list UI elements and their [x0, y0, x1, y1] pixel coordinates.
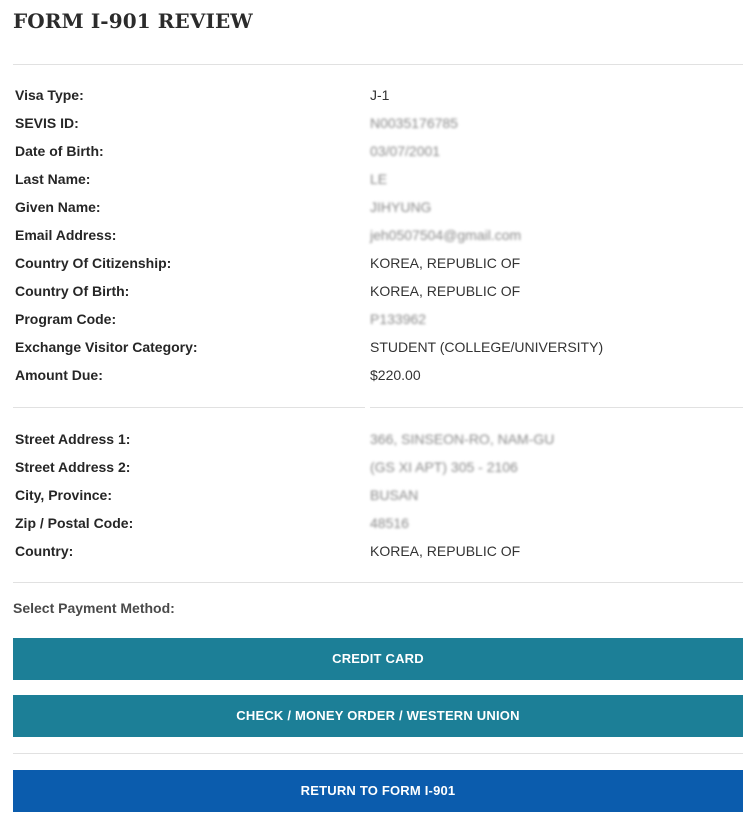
row-country-of-birth: [13, 277, 743, 305]
field-value: KOREA, REPUBLIC OF: [370, 543, 521, 559]
row-sevis-id: [13, 109, 743, 137]
row-exchange-visitor-category: [13, 333, 743, 361]
field-label: Given Name:: [15, 199, 101, 215]
row-date-of-birth: [13, 137, 743, 165]
divider: [13, 582, 743, 583]
payment-method-label: Select Payment Method:: [13, 600, 175, 616]
row-street-address-1: [13, 425, 743, 453]
field-label: Country:: [15, 543, 74, 559]
field-value: N0035176785: [370, 115, 458, 131]
field-value: 03/07/2001: [370, 143, 441, 159]
row-zip-postal-code: [13, 509, 743, 537]
field-value: BUSAN: [370, 487, 419, 503]
field-value: 366, SINSEON-RO, NAM-GU: [370, 431, 555, 447]
field-value: jeh0507504@gmail.com: [370, 227, 522, 243]
field-value: KOREA, REPUBLIC OF: [370, 255, 521, 271]
divider: [13, 64, 743, 65]
field-value: $220.00: [370, 367, 421, 383]
field-label: Last Name:: [15, 171, 91, 187]
field-value: JIHYUNG: [370, 199, 432, 215]
row-amount-due: [13, 361, 743, 389]
return-to-form-i901-button[interactable]: RETURN TO FORM I-901: [13, 770, 743, 812]
field-label: Date of Birth:: [15, 143, 104, 159]
page-title: FORM I-901 REVIEW: [13, 9, 253, 33]
row-country-of-citizenship: [13, 249, 743, 277]
field-value: KOREA, REPUBLIC OF: [370, 283, 521, 299]
credit-card-button[interactable]: CREDIT CARD: [13, 638, 743, 680]
field-label: Visa Type:: [15, 87, 84, 103]
check-money-order-western-union-button[interactable]: CHECK / MONEY ORDER / WESTERN UNION: [13, 695, 743, 737]
field-label: Street Address 2:: [15, 459, 131, 475]
divider: [13, 407, 365, 408]
field-label: SEVIS ID:: [15, 115, 79, 131]
field-label: Email Address:: [15, 227, 117, 243]
field-value: J-1: [370, 87, 390, 103]
divider: [13, 753, 743, 754]
row-visa-type: [13, 81, 743, 109]
field-label: Exchange Visitor Category:: [15, 339, 198, 355]
field-label: Country Of Citizenship:: [15, 255, 172, 271]
row-email-address: [13, 221, 743, 249]
field-value: LE: [370, 171, 388, 187]
field-label: City, Province:: [15, 487, 112, 503]
row-given-name: [13, 193, 743, 221]
field-value: STUDENT (COLLEGE/UNIVERSITY): [370, 339, 604, 355]
row-city-province: [13, 481, 743, 509]
field-label: Amount Due:: [15, 367, 103, 383]
field-label: Street Address 1:: [15, 431, 131, 447]
field-value: 48516: [370, 515, 409, 531]
field-value: (GS XI APT) 305 - 2106: [370, 459, 518, 475]
divider: [370, 407, 743, 408]
field-value: P133962: [370, 311, 427, 327]
field-label: Country Of Birth:: [15, 283, 130, 299]
row-last-name: [13, 165, 743, 193]
row-street-address-2: [13, 453, 743, 481]
row-country: [13, 537, 743, 565]
field-label: Zip / Postal Code:: [15, 515, 134, 531]
field-label: Program Code:: [15, 311, 117, 327]
row-program-code: [13, 305, 743, 333]
